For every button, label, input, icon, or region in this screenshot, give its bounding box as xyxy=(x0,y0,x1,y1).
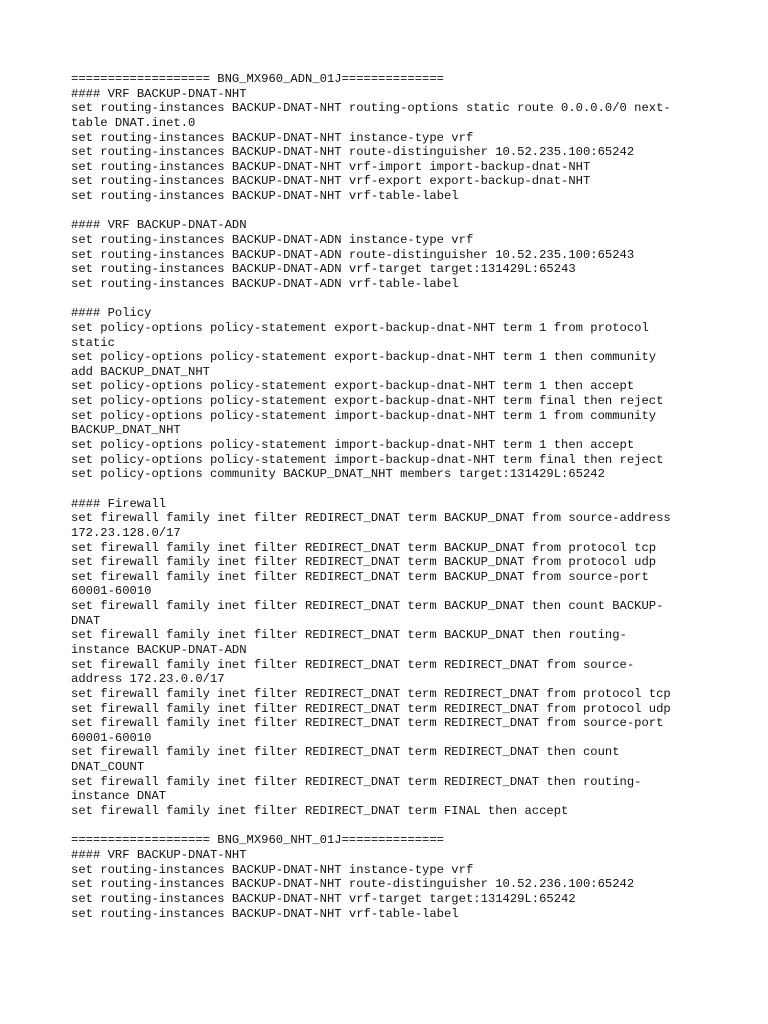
config-line: static xyxy=(71,335,115,350)
device-header: =================== BNG_MX960_NHT_01J============== xyxy=(71,833,444,848)
config-line: set firewall family inet filter REDIRECT_DNAT term FINAL then accept xyxy=(71,804,569,819)
device-header: =================== BNG_MX960_ADN_01J============== xyxy=(71,72,444,86)
config-line: set policy-options community BACKUP_DNAT_NHT members target:131429L:65242 xyxy=(71,467,605,482)
config-line: set routing-instances BACKUP-DNAT-NHT route-distinguisher 10.52.235.100:65242 xyxy=(71,145,635,160)
config-line: set routing-instances BACKUP-DNAT-ADN instance-type vrf xyxy=(71,233,474,248)
config-line: set firewall family inet filter REDIRECT_DNAT term REDIRECT_DNAT from protocol tcp xyxy=(71,686,671,701)
config-line: set policy-options policy-statement import-backup-dnat-NHT term 1 from community xyxy=(71,408,657,423)
config-line: address 172.23.0.0/17 xyxy=(71,672,225,687)
section-heading: #### VRF BACKUP-DNAT-ADN xyxy=(71,218,247,233)
config-line: set firewall family inet filter REDIRECT_DNAT term REDIRECT_DNAT from source- xyxy=(71,657,635,672)
config-line: set policy-options policy-statement import-backup-dnat-NHT term final then reject xyxy=(71,452,664,467)
config-line: set firewall family inet filter REDIRECT_DNAT term REDIRECT_DNAT from source-port xyxy=(71,716,664,731)
config-line: set routing-instances BACKUP-DNAT-NHT vrf-table-label xyxy=(71,906,459,921)
blank-line xyxy=(71,482,711,497)
config-line: set firewall family inet filter REDIRECT_DNAT term REDIRECT_DNAT then routing- xyxy=(71,774,642,789)
config-line: table DNAT.inet.0 xyxy=(71,115,196,130)
config-line: set firewall family inet filter REDIRECT_DNAT term BACKUP_DNAT then routing- xyxy=(71,628,627,643)
config-line: set routing-instances BACKUP-DNAT-NHT routing-options static route 0.0.0.0/0 next- xyxy=(71,101,671,116)
config-line: set firewall family inet filter REDIRECT_DNAT term BACKUP_DNAT from protocol udp xyxy=(71,555,657,570)
config-line: set routing-instances BACKUP-DNAT-NHT vrf-import import-backup-dnat-NHT xyxy=(71,159,591,174)
config-line: set routing-instances BACKUP-DNAT-ADN route-distinguisher 10.52.235.100:65243 xyxy=(71,247,635,262)
config-line: set firewall family inet filter REDIRECT_DNAT term BACKUP_DNAT then count BACKUP- xyxy=(71,599,664,614)
config-line: DNAT_COUNT xyxy=(71,760,145,775)
config-line: set policy-options policy-statement export-backup-dnat-NHT term final then reject xyxy=(71,394,664,409)
config-line: set firewall family inet filter REDIRECT_DNAT term REDIRECT_DNAT from protocol udp xyxy=(71,701,671,716)
blank-line xyxy=(71,292,711,307)
config-line: set firewall family inet filter REDIRECT_DNAT term BACKUP_DNAT from source-port xyxy=(71,569,649,584)
blank-line xyxy=(71,204,711,219)
config-line: set routing-instances BACKUP-DNAT-NHT vrf-export export-backup-dnat-NHT xyxy=(71,174,591,189)
document-page xyxy=(71,72,711,921)
blank-line xyxy=(71,819,711,834)
config-line: set policy-options policy-statement export-backup-dnat-NHT term 1 then accept xyxy=(71,379,635,394)
config-line: set routing-instances BACKUP-DNAT-NHT instance-type vrf xyxy=(71,130,474,145)
section-heading: #### VRF BACKUP-DNAT-NHT xyxy=(71,86,247,101)
config-line: set routing-instances BACKUP-DNAT-ADN vrf-target target:131429L:65243 xyxy=(71,262,576,277)
config-line: set firewall family inet filter REDIRECT_DNAT term BACKUP_DNAT from protocol tcp xyxy=(71,540,657,555)
config-line: set routing-instances BACKUP-DNAT-NHT route-distinguisher 10.52.236.100:65242 xyxy=(71,877,635,892)
config-line: DNAT xyxy=(71,613,101,628)
config-line: set policy-options policy-statement export-backup-dnat-NHT term 1 then community xyxy=(71,350,657,365)
config-line: add BACKUP_DNAT_NHT xyxy=(71,364,210,379)
section-heading: #### Policy xyxy=(71,306,152,321)
config-line: 60001-60010 xyxy=(71,730,152,745)
config-line: BACKUP_DNAT_NHT xyxy=(71,423,181,438)
config-line: set routing-instances BACKUP-DNAT-NHT vrf-table-label xyxy=(71,189,459,204)
config-line: set policy-options policy-statement export-backup-dnat-NHT term 1 from protocol xyxy=(71,320,649,335)
config-line: 172.23.128.0/17 xyxy=(71,525,181,540)
config-line: set routing-instances BACKUP-DNAT-ADN vrf-table-label xyxy=(71,276,459,291)
config-line: set firewall family inet filter REDIRECT_DNAT term BACKUP_DNAT from source-address xyxy=(71,511,671,526)
config-line: set routing-instances BACKUP-DNAT-NHT instance-type vrf xyxy=(71,862,474,877)
config-line: instance BACKUP-DNAT-ADN xyxy=(71,642,247,657)
config-line: instance DNAT xyxy=(71,789,167,804)
section-heading: #### Firewall xyxy=(71,496,167,511)
config-line: set firewall family inet filter REDIRECT_DNAT term REDIRECT_DNAT then count xyxy=(71,745,620,760)
section-heading: #### VRF BACKUP-DNAT-NHT xyxy=(71,847,247,862)
config-line: set policy-options policy-statement import-backup-dnat-NHT term 1 then accept xyxy=(71,438,635,453)
config-line: set routing-instances BACKUP-DNAT-NHT vrf-target target:131429L:65242 xyxy=(71,891,576,906)
config-line: 60001-60010 xyxy=(71,584,152,599)
